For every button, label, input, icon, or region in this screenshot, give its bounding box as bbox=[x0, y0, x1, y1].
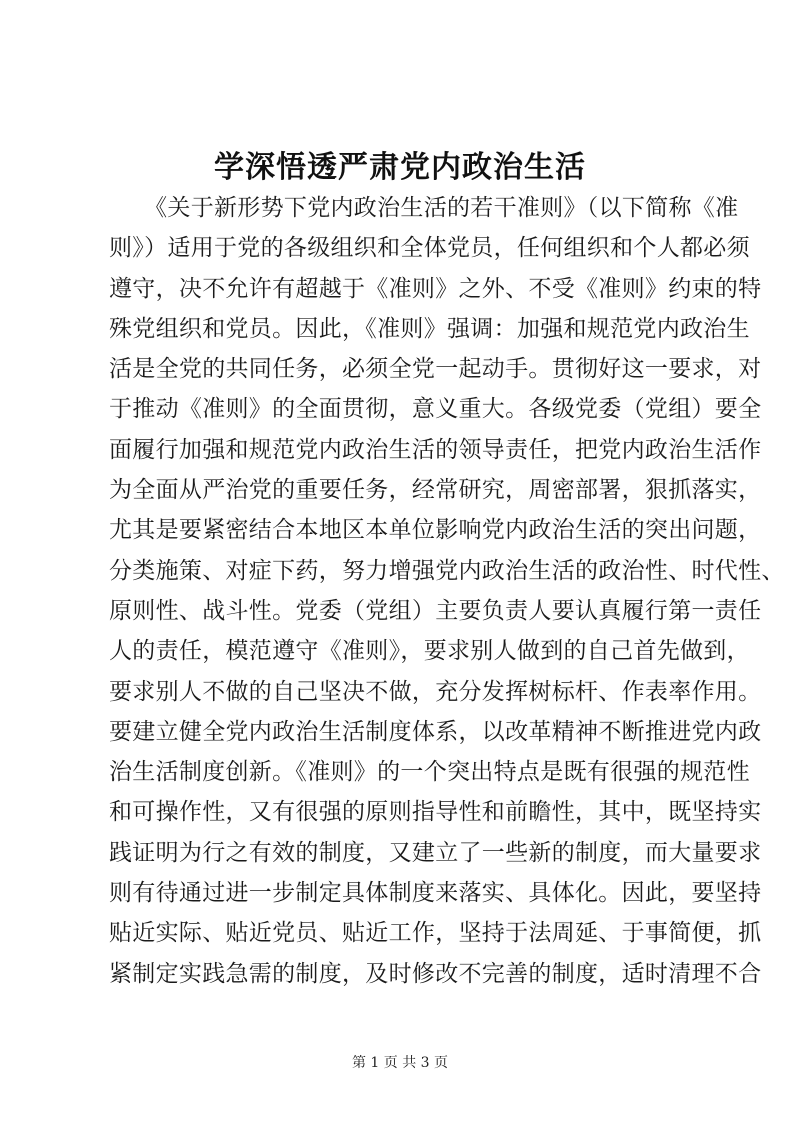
text-line: 殊党组织和党员。因此，《准则》强调：加强和规范党内政治生 bbox=[109, 315, 750, 342]
text-line: 践证明为行之有效的制度，又建立了一些新的制度，而大量要求 bbox=[109, 839, 762, 866]
text-line: 面履行加强和规范党内政治生活的领导责任，把党内政治生活作 bbox=[109, 436, 762, 463]
text-line: 治生活制度创新。《准则》的一个突出特点是既有很强的规范性 bbox=[109, 759, 750, 786]
body-paragraph bbox=[109, 188, 785, 994]
text-line: 于推动《准则》的全面贯彻，意义重大。各级党委（党组）要全 bbox=[109, 396, 762, 423]
text-line: 紧制定实践急需的制度，及时修改不完善的制度，适时清理不合 bbox=[109, 960, 762, 987]
text-line: 《关于新形势下党内政治生活的若干准则》（以下简称《准 bbox=[109, 195, 739, 221]
page-footer: 第 1 页 共 3 页 bbox=[351, 1055, 449, 1071]
text-line: 活是全党的共同任务，必须全党一起动手。贯彻好这一要求，对 bbox=[109, 356, 762, 383]
text-line: 人的责任，模范遵守《准则》，要求别人做到的自己首先做到， bbox=[109, 638, 750, 665]
text-line: 则有待通过进一步制定具体制度来落实、具体化。因此，要坚持 bbox=[109, 880, 762, 907]
text-line: 要求别人不做的自己坚决不做，充分发挥树标杆、作表率作用。 bbox=[109, 678, 762, 705]
text-line: 和可操作性，又有很强的原则指导性和前瞻性，其中，既坚持实 bbox=[109, 799, 762, 826]
text-line: 为全面从严治党的重要任务，经常研究，周密部署，狠抓落实， bbox=[109, 477, 762, 504]
document-title: 学深悟透严肃党内政治生活 bbox=[214, 150, 586, 185]
text-line: 要建立健全党内政治生活制度体系，以改革精神不断推进党内政 bbox=[109, 718, 762, 745]
text-line: 分类施策、对症下药，努力增强党内政治生活的政治性、时代性、 bbox=[109, 557, 785, 584]
text-line: 尤其是要紧密结合本地区本单位影响党内政治生活的突出问题， bbox=[109, 517, 762, 544]
text-line: 贴近实际、贴近党员、贴近工作，坚持于法周延、于事简便，抓 bbox=[109, 920, 762, 947]
text-line: 则》）适用于党的各级组织和全体党员，任何组织和个人都必须 bbox=[109, 235, 750, 262]
text-line: 原则性、战斗性。党委（党组）主要负责人要认真履行第一责任 bbox=[109, 597, 762, 624]
text-line: 遵守，决不允许有超越于《准则》之外、不受《准则》约束的特 bbox=[109, 275, 762, 302]
